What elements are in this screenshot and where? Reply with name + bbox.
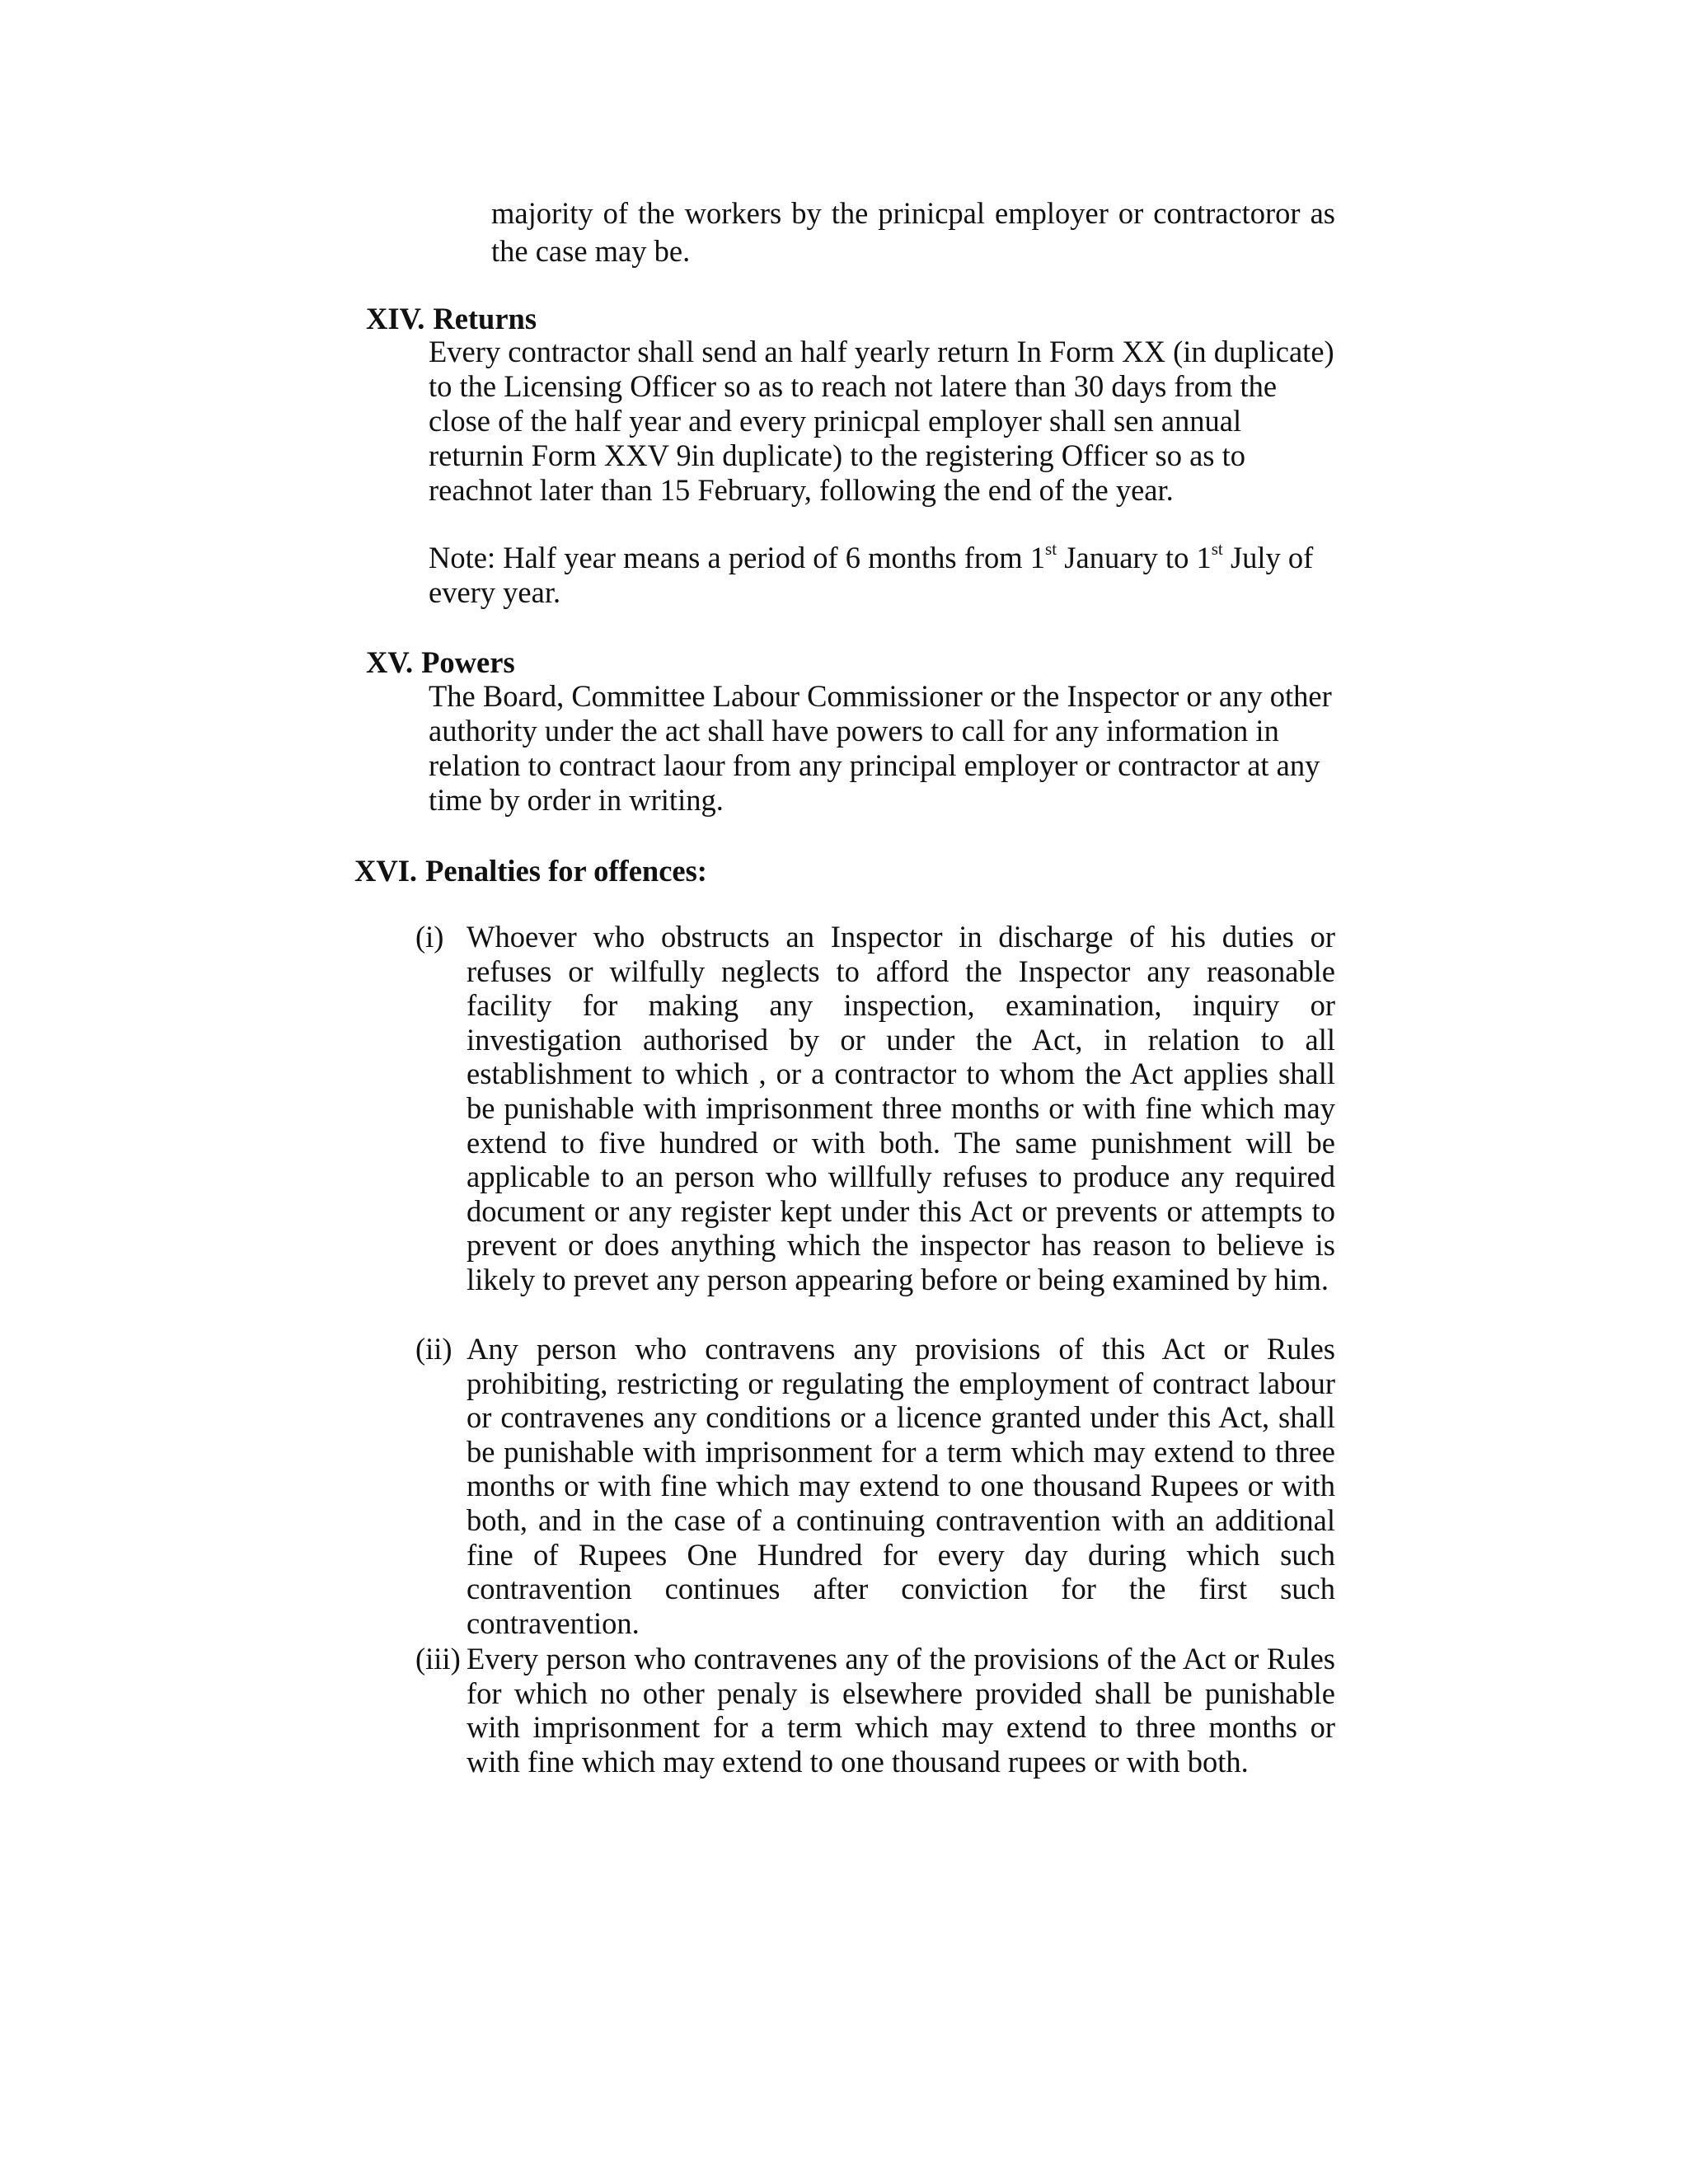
note-line-2: every year. (429, 575, 561, 609)
section-heading-powers (366, 645, 515, 680)
item-text: Any person who contravens any provisions of this Act or Rules prohibiting, restricting or regulating the employment of contract labour or contravenes any conditions or a licence granted under this Act, shall be punishable with imprisonment for a term which may extend to three months or with fine which may extend to one thousand Rupees or with both, and in the case of a continuing contravention with an additional fine of Rupees One Hundred for every day during which such contravention continues after conviction for the first such contravention. (467, 1332, 1335, 1640)
section-number: XIV. (366, 302, 425, 335)
penalty-item (415, 1332, 1335, 1640)
item-text: Every person who contravenes any of the provisions of the Act or Rules for which no other penaly is elsewhere provided shall be punishable with imprisonment for a term which may extend to three months or with fine which may extend to one thousand rupees or with both. (467, 1642, 1335, 1779)
penalty-item (415, 920, 1335, 1297)
powers-paragraph (429, 679, 1335, 818)
note-line-1: Note: Half year means a period of 6 months from 1st January to 1st July of (429, 539, 1314, 574)
continuation-paragraph (491, 194, 1335, 270)
section-heading-penalties (354, 854, 707, 888)
penalty-item (415, 1642, 1335, 1779)
section-title: Returns (433, 302, 537, 335)
powers-line: relation to contract laour from any principal employer or contractor at any (429, 748, 1320, 782)
item-marker: (iii) (415, 1642, 461, 1675)
powers-line: authority under the act shall have powers to call for any information in (429, 714, 1279, 748)
section-title: Penalties for offences: (425, 854, 707, 888)
returns-line: close of the half year and every prinicpal employer shall sen annual (429, 404, 1242, 438)
returns-line: returnin Form XXV 9in duplicate) to the registering Officer so as to (429, 438, 1246, 472)
item-text: Whoever who obstructs an Inspector in discharge of his duties or refuses or wilfully neglects to afford the Inspector any reasonable facility for making any inspection, examination, inquiry or investigation authorised by or under the Act, in relation to all establishment to which , or a contractor to whom the Act applies shall be punishable with imprisonment three months or with fine which may extend to five hundred or with both. The same punishment will be applicable to an person who willfully refuses to produce any required document or any register kept under this Act or prevents or attempts to prevent or does anything which the inspector has reason to believe is likely to prevet any person appearing before or being examined by him. (467, 920, 1335, 1296)
section-heading-returns (366, 302, 537, 336)
continuation-line-1: majority of the workers by the prinicpal employer or contractoror as (491, 196, 1335, 230)
section-number: XV. (366, 645, 414, 679)
returns-line: Every contractor shall send an half yearly return In Form XX (in duplicate) (429, 335, 1334, 368)
returns-line: reachnot later than 15 February, following the end of the year. (429, 473, 1174, 507)
section-title: Powers (421, 645, 515, 679)
returns-note (429, 541, 1335, 610)
powers-line: time by order in writing. (429, 783, 724, 817)
section-number: XVI. (354, 854, 418, 888)
powers-line: The Board, Committee Labour Commissioner or the Inspector or any other (429, 679, 1332, 713)
item-marker: (i) (415, 920, 444, 954)
continuation-line-2: the case may be. (491, 234, 691, 268)
returns-line: to the Licensing Officer so as to reach not latere than 30 days from the (429, 369, 1278, 403)
returns-paragraph (429, 335, 1335, 508)
item-marker: (ii) (415, 1332, 452, 1366)
